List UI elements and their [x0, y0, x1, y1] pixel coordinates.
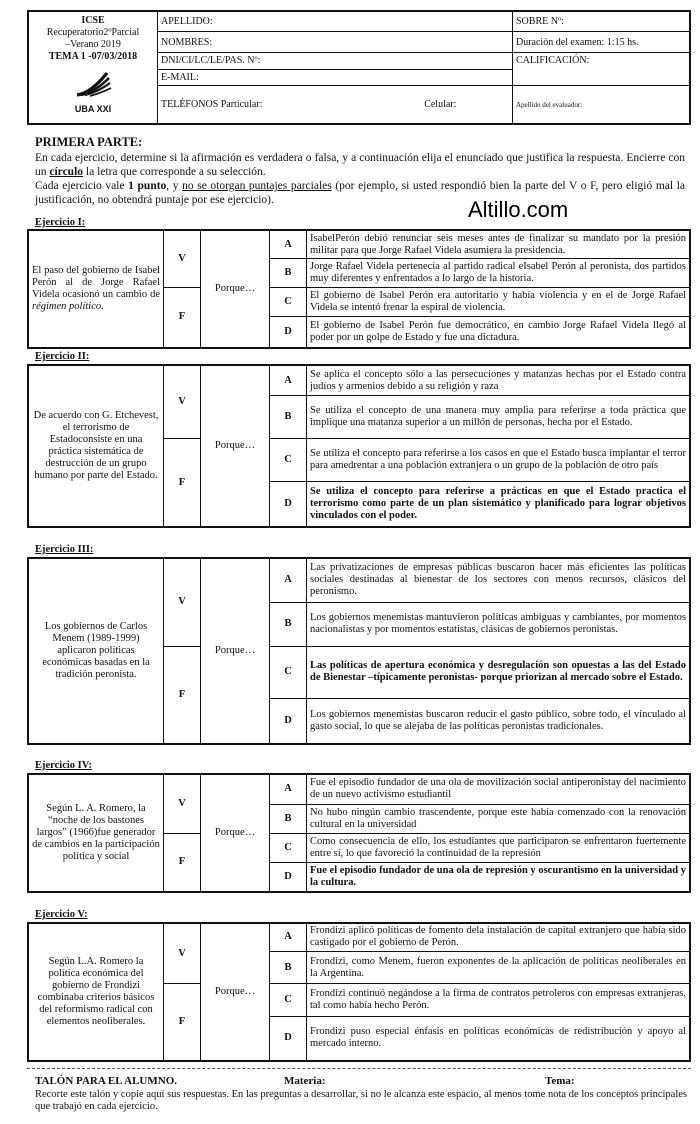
instructions-circle: círculo [49, 166, 84, 178]
exercise-1-letter-a[interactable]: A [270, 230, 307, 259]
instructions-points: 1 punto [128, 180, 167, 192]
exam-type: Recuperatorio2ºParcial [46, 27, 140, 38]
exercise-5 [27, 922, 691, 1062]
exercise-4-false-option[interactable]: F [164, 833, 201, 892]
exercise-4-option-b: No hubo ningún cambio trascendente, porque este había comenzado con la renovación cultural en la universidad [307, 804, 691, 833]
exercise-1-option-d: El gobierno de Isabel Perón fue democrático, en cambio Jorge Rafael Videla llegó al poder por un golpe de Estado y fue una dictadura. [307, 317, 691, 348]
exercise-4-letter-d[interactable]: D [270, 862, 307, 892]
exam-topic-date: TEMA 1 -07/03/2018 [48, 51, 138, 62]
exercise-5-letter-b[interactable]: B [270, 951, 307, 983]
instructions [35, 151, 685, 207]
evaluador-field[interactable]: Apellido del evaluador: [513, 86, 691, 124]
instructions-text-2: la letra que corresponde a su selección. [83, 166, 266, 178]
exercise-5-option-c: Frondizi continuó negándose a la firma de contratos petroleros con empresas extranjeras, tal como había hecho Perón. [307, 984, 691, 1016]
exercise-1-false-option[interactable]: F [164, 287, 201, 348]
exercise-5-false-option[interactable]: F [164, 984, 201, 1061]
exercise-4-option-d: Fue el episodio fundador de una ola de represión y oscurantismo en la universidad y la cultura. [307, 862, 691, 892]
exercise-5-porque: Porque… [201, 923, 270, 1061]
exercise-5-option-d: Frondizi puso especial énfasis en políticas económicas de redistribución y apoyo al mercado interno. [307, 1016, 691, 1061]
exercise-3-letter-c[interactable]: C [270, 646, 307, 698]
exercise-2-letter-a[interactable]: A [270, 365, 307, 396]
instructions-text-4: , y [166, 180, 183, 192]
talon-title: TALÓN PARA EL ALUMNO. [35, 1075, 177, 1087]
exercise-3-option-d: Los gobiernos menemistas buscaron reducir el gasto público, sobre todo, el vinculado al gasto social, lo que se alejaba de las políticas peronistas tradicionales. [307, 698, 691, 744]
exercise-5-letter-d[interactable]: D [270, 1016, 307, 1061]
exam-session: –Verano 2019 [65, 39, 121, 50]
uba-xxi-logo-icon [73, 69, 113, 99]
cellphone-field[interactable]: Celular: [424, 86, 512, 124]
instructions-no-partial: no se otorgan puntajes parciales [182, 180, 332, 192]
exercise-3-statement: Los gobiernos de Carlos Menem (1989-1999) aplicaron políticas económicas basadas en la tradición peronista. [28, 558, 164, 744]
exercise-4-label: Ejercicio IV: [35, 760, 92, 771]
exercise-3-false-option[interactable]: F [164, 646, 201, 744]
exercise-2-letter-b[interactable]: B [270, 396, 307, 439]
exercise-3-letter-b[interactable]: B [270, 602, 307, 646]
exercise-4-option-a: Fue el episodio fundador de una ola de movilización social antiperonistay del nacimiento de un nuevo activismo estudiantil [307, 774, 691, 804]
exercise-1-statement [28, 230, 164, 348]
exam-header [27, 10, 691, 125]
exercise-1-statement-text: El paso del gobierno de Isabel Perón al de Jorge Rafael Videla ocasionó un cambio de régimen político. [32, 265, 160, 312]
exercise-1-option-c: El gobierno de Isabel Perón era autoritario y había violencia y en el de Jorge Rafael Videla se intentó frenar la espiral de violencia. [307, 287, 691, 316]
exercise-3-option-c: Las políticas de apertura económica y desregulación son opuestas a las del Estado de Bienestar –típicamente peronistas- porque priorizan al mercado sobre el Estado. [307, 646, 691, 698]
exercise-4-option-c: Como consecuencia de ello, los estudiantes que participaron se enfrentaron fuertemente entre sí, lo que favoreció la continuidad de la represión [307, 833, 691, 862]
watermark: Altillo.com [468, 197, 569, 222]
talon-tema[interactable]: Tema: [545, 1075, 575, 1087]
exercise-3-letter-d[interactable]: D [270, 698, 307, 744]
exercise-3 [27, 557, 691, 745]
calificacion-field[interactable]: CALIFICACIÓN: [513, 52, 691, 85]
exercise-5-letter-a[interactable]: A [270, 923, 307, 951]
exercise-5-statement: Según L.A. Romero la política económica del gobierno de Frondizi combinaba criterios básicos del reformismo radical con elementos neoliberales. [28, 923, 164, 1061]
exercise-2-option-a: Se aplica el concepto sólo a las persecuciones y matanzas hechas por el Estado contra judíos y armenios debido a su religión y raza [307, 365, 691, 396]
exercise-3-letter-a[interactable]: A [270, 558, 307, 602]
phone-field[interactable]: TELÉFONOS Particular: [158, 86, 425, 124]
exercise-2-label: Ejercicio II: [35, 351, 90, 362]
exercise-3-porque: Porque… [201, 558, 270, 744]
exercise-1-option-b: Jorge Rafael Videla pertenecía al partido radical eIsabel Perón al peronista, dos partidos muy diferentes y enfrentados a lo largo de la historia. [307, 259, 691, 287]
section-title: PRIMERA PARTE: [35, 135, 143, 149]
exercise-1-label: Ejercicio I: [35, 217, 86, 228]
exercise-2-statement: De acuerdo con G. Etchevest, el terrorismo de Estadoconsiste en una práctica sistemática de destrucción de un grupo humano por parte del Estado. [28, 365, 164, 527]
exercise-3-option-a: Las privatizaciones de empresas públicas buscaron hacer más eficientes las políticas sociales destinadas al bienestar de los sectores con menos recursos, clásicos del peronismo. [307, 558, 691, 602]
exercise-1-letter-d[interactable]: D [270, 317, 307, 348]
exercise-2-true-option[interactable]: V [164, 365, 201, 439]
exercise-4 [27, 773, 691, 893]
header-course-info [28, 11, 158, 124]
exercise-4-porque: Porque… [201, 774, 270, 892]
email-field[interactable]: E-MAIL: [158, 69, 513, 86]
exercise-2 [27, 364, 691, 528]
exercise-4-letter-a[interactable]: A [270, 774, 307, 804]
exercise-4-letter-c[interactable]: C [270, 833, 307, 862]
exercise-1-porque: Porque… [201, 230, 270, 348]
exercise-2-option-c: Se utiliza el concepto para referirse a los casos en que el Estado busca implantar el terror para amedrentar a una población extranjera o un grupo de la población de otro país [307, 439, 691, 482]
exercise-3-true-option[interactable]: V [164, 558, 201, 646]
exam-duration: Duración del examen: 1:15 hs. [513, 32, 691, 53]
exercise-5-letter-c[interactable]: C [270, 984, 307, 1016]
exercise-2-option-b: Se utiliza el concepto de una manera muy amplia para referirse a toda práctica que implique una matanza superior a un millón de personas, hecha por el Estado. [307, 396, 691, 439]
talon-materia[interactable]: Materia: [284, 1075, 326, 1087]
exercise-3-option-b: Los gobiernos menemistas mantuvieron políticas ambiguas y cambiantes, por momentos nacionalistas y por momentos estatistas, clásicas de gobiernos peronistas. [307, 602, 691, 646]
exercise-2-option-d: Se utiliza el concepto para referirse a prácticas en que el Estado practica el terrorismo como parte de un plan sistemático y planificado para lograr objetivos vinculados con el poder. [307, 482, 691, 527]
sobre-field[interactable]: SOBRE Nº: [513, 11, 691, 32]
exercise-2-porque: Porque… [201, 365, 270, 527]
instructions-text-3: Cada ejercicio vale [35, 180, 129, 192]
exercise-1-letter-b[interactable]: B [270, 259, 307, 287]
exercise-4-letter-b[interactable]: B [270, 804, 307, 833]
exercise-2-letter-d[interactable]: D [270, 482, 307, 527]
course-name: ICSE [81, 15, 105, 26]
exercise-1-letter-c[interactable]: C [270, 287, 307, 316]
exercise-1-true-option[interactable]: V [164, 230, 201, 287]
exercise-1-option-a: IsabelPerón debió renunciar seis meses antes de finalizar su mandato por la presión militar para que Jorge Rafael Videla asumiera la presidencia. [307, 230, 691, 259]
exercise-4-statement: Según L. A. Romero, la “noche de los bastones largos” (1966)fue generador de cambios en la participación política y social [28, 774, 164, 892]
exercise-5-true-option[interactable]: V [164, 923, 201, 984]
cut-line [27, 1068, 691, 1069]
instructions-text-1: En cada ejercicio, determine si la afirmación es verdadera o falsa, y a continuación elija el enunciado que justifica la respuesta. Encierre con un [35, 152, 685, 178]
exercise-3-label: Ejercicio III: [35, 544, 94, 555]
nombres-field[interactable]: NOMBRES: [158, 32, 513, 53]
logo-label: UBA XXI [74, 104, 112, 114]
exercise-2-letter-c[interactable]: C [270, 439, 307, 482]
exercise-5-label: Ejercicio V: [35, 909, 88, 920]
exercise-1 [27, 229, 691, 349]
exercise-5-option-b: Frondizi, como Menem, fueron exponentes de la aplicación de políticas neoliberales en la Argentina. [307, 951, 691, 983]
dni-field[interactable]: DNI/CI/LC/LE/PAS. Nº: [158, 52, 513, 69]
apellido-field[interactable]: APELLIDO: [158, 11, 513, 32]
exercise-2-false-option[interactable]: F [164, 439, 201, 527]
exercise-5-option-a: Frondizi aplicó políticas de fomento dela instalación de capital extranjero que había sido castigado por el gobierno de Perón. [307, 923, 691, 951]
exercise-1-statement-emphasis: régimen político [32, 301, 102, 312]
instructions-text-5: (por ejemplo, si usted respondió bien la parte del V o F, pero eligió mal la justificación, no obtendrá puntaje por ese ejercicio). [35, 180, 685, 206]
exercise-4-true-option[interactable]: V [164, 774, 201, 833]
talon-instructions: Recorte este talón y copie aquí sus respuestas. En las preguntas a desarrollar, si no le alcanza este espacio, al menos tome nota de los conceptos principales que trabajó en cada ejercicio. [35, 1089, 687, 1112]
